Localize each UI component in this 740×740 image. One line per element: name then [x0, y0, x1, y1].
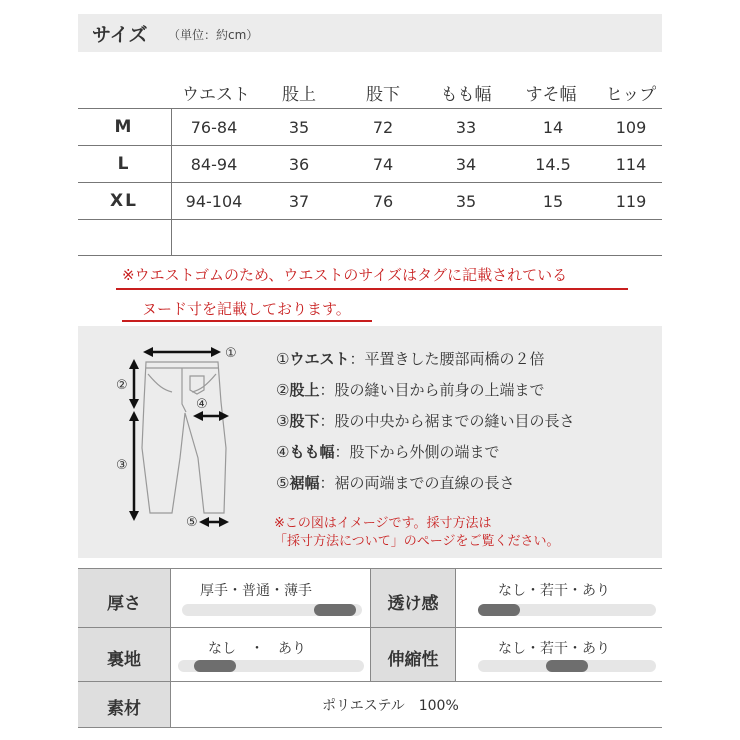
table-cell: 37 [288, 192, 310, 211]
material-value: ポリエステル 100% [322, 698, 459, 714]
table-cell: 15 [542, 192, 564, 211]
sheerness-indicator [478, 604, 520, 616]
table-cell: 14.5 [535, 155, 571, 174]
size-label-m: M [114, 117, 134, 137]
label-stretch: 伸縮性 [371, 628, 455, 681]
measurement-item-inseam: ③股下：股の中央から裾までの縫い目の長さ [276, 412, 575, 430]
diagram-note-line-2: 「採寸方法について」のページをご覧ください。 [274, 534, 560, 549]
notice-line-1: ※ウエストゴムのため、ウエストのサイズはタグに記載されている [122, 266, 568, 284]
table-cell: 119 [615, 192, 647, 211]
label-lining: 裏地 [78, 628, 170, 681]
measurement-item-hem: ⑤裾幅：裾の両端までの直線の長さ [276, 474, 515, 492]
table-cell: 84-94 [190, 155, 238, 174]
size-label-l: L [117, 154, 131, 174]
stretch-options: なし・若干・あり [498, 641, 610, 657]
header-thigh: もも幅 [440, 85, 492, 105]
table-cell: 114 [615, 155, 647, 174]
table-divider [78, 255, 662, 256]
table-cell: 35 [288, 118, 310, 137]
header-hip: ヒップ [605, 85, 657, 105]
notice-line-2: ヌード寸を記載しております。 [142, 300, 351, 318]
size-label-xl: XL [110, 191, 138, 211]
pants-illustration-icon [106, 338, 266, 548]
table-divider [78, 219, 662, 220]
size-table [78, 72, 662, 256]
table-cell: 35 [455, 192, 477, 211]
attr-divider [78, 727, 662, 728]
thickness-indicator [314, 604, 356, 616]
title-bar [78, 14, 662, 52]
measurement-item-waist: ①ウエスト：平置きした腰部両橋の２倍 [276, 350, 545, 368]
table-cell: 76 [372, 192, 394, 211]
thickness-options: 厚手・普通・薄手 [200, 583, 312, 599]
table-cell: 74 [372, 155, 394, 174]
table-cell: 94-104 [185, 192, 243, 211]
table-cell: 33 [455, 118, 477, 137]
page-title: サイズ [92, 24, 148, 46]
lining-scale [178, 660, 364, 672]
measurement-item-thigh: ④もも幅：股下から外側の端まで [276, 443, 500, 461]
measurement-diagram [78, 326, 662, 558]
table-cell: 72 [372, 118, 394, 137]
table-cell: 14 [542, 118, 564, 137]
label-material: 素材 [78, 682, 170, 727]
lining-options: なし ・ あり [208, 641, 306, 657]
label-thickness: 厚さ [78, 569, 170, 627]
header-hem: すそ幅 [525, 85, 577, 105]
marker-4: ④ [196, 397, 208, 412]
lining-indicator [194, 660, 236, 672]
table-cell: 109 [615, 118, 647, 137]
table-cell: 34 [455, 155, 477, 174]
marker-3: ③ [116, 458, 128, 473]
notice-underline [122, 320, 372, 322]
table-cell: 76-84 [190, 118, 238, 137]
table-vertical-divider [171, 108, 172, 256]
notice-underline [116, 288, 628, 290]
measurement-item-rise: ②股上：股の縫い目から前身の上端まで [276, 381, 545, 399]
marker-5: ⑤ [186, 515, 198, 530]
label-sheerness: 透け感 [371, 569, 455, 627]
header-inseam: 股下 [366, 85, 400, 105]
header-waist: ウエスト [182, 85, 250, 105]
table-divider [78, 108, 662, 109]
sheerness-options: なし・若干・あり [498, 583, 610, 599]
thickness-scale [182, 604, 362, 616]
marker-2: ② [116, 378, 128, 393]
stretch-indicator [546, 660, 588, 672]
header-rise: 股上 [282, 85, 316, 105]
unit-label: （単位：約cm） [168, 28, 259, 42]
attributes-table [78, 568, 662, 728]
table-divider [78, 145, 662, 146]
diagram-note-line-1: ※この図はイメージです。採寸方法は [274, 516, 492, 531]
sheerness-scale [478, 604, 656, 616]
marker-1: ① [225, 346, 237, 361]
stretch-scale [478, 660, 656, 672]
table-divider [78, 182, 662, 183]
table-cell: 36 [288, 155, 310, 174]
